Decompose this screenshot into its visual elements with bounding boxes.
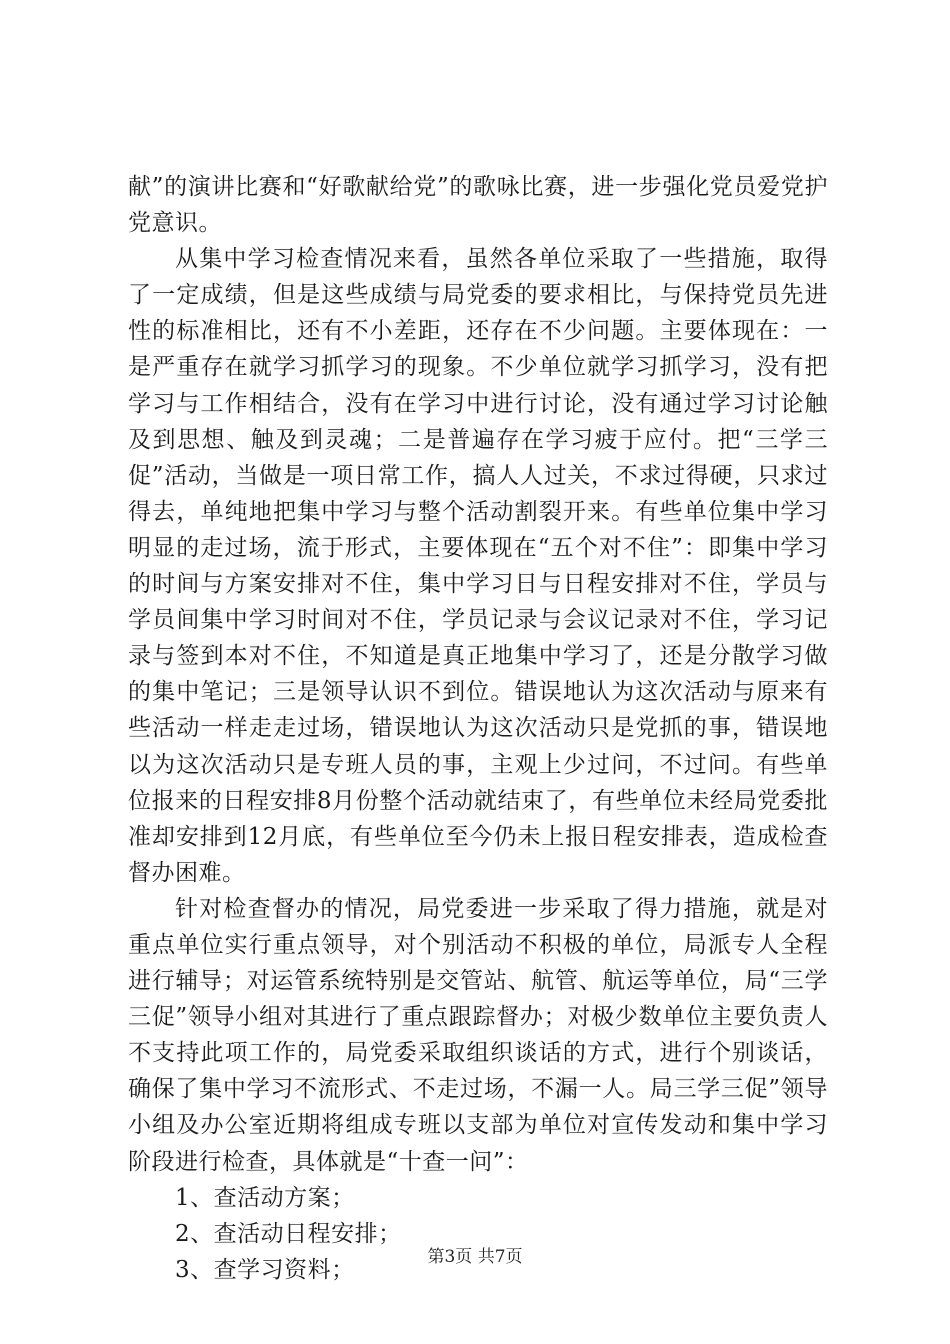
paragraph-continuation: 献”的演讲比赛和“好歌献给党”的歌咏比赛，进一步强化党员爱党护党意识。 xyxy=(128,174,828,237)
page-number-footer: 第3页 共7页 xyxy=(427,1247,523,1267)
list-item: 3、查学习资料； xyxy=(175,1256,355,1283)
paragraph-measures: 针对检查督办的情况，局党委进一步采取了得力措施，就是对重点单位实行重点领导，对个别活动不积极的单位，局派专人全程进行辅导；对运管系统特别是交管站、航管、航运等单位，局“三学三促”领导小组对其进行了重点跟踪督办；对极少数单位主要负责人不支持此项工作的，局党委采取组织谈话的方式，进行个别谈话，确保了集中学习不流形式、不走过场，不漏一人。局三学三促”领导小组及办公室近期将组成专班以支部为单位对宣传发动和集中学习阶段进行检查，具体就是“十查一问”： xyxy=(128,895,828,1175)
paragraph-inspection-findings: 从集中学习检查情况来看，虽然各单位采取了一些措施，取得了一定成绩，但是这些成绩与局党委的要求相比，与保持党员先进性的标准相比，还有不小差距，还存在不少问题。主要体现在：一是严重存在就学习抓学习的现象。不少单位就学习抓学习，没有把学习与工作相结合，没有在学习中进行讨论，没有通过学习讨论触及到思想、触及到灵魂；二是普遍存在学习疲于应付。把“三学三促”活动，当做是一项日常工作，搞人人过关，不求过得硬，只求过得去，单纯地把集中学习与整个活动割裂开来。有些单位集中学习明显的走过场，流于形式，主要体现在“五个对不住”：即集中学习的时间与方案安排对不住，集中学习日与日程安排对不住，学员与学员间集中学习时间对不住，学员记录与会议记录对不住，学习记录与签到本对不住，不知道是真正地集中学习了，还是分散学习做的集中笔记；三是领导认识不到位。错误地认为这次活动与原来有些活动一样走走过场，错误地认为这次活动只是党抓的事，错误地以为这次活动只是专班人员的事，主观上少过问，不过问。有些单位报来的日程安排8月份整个活动就结束了，有些单位未经局党委批准却安排到12月底，有些单位至今仍未上报日程安排表，造成检查督办困难。 xyxy=(128,246,828,886)
list-item: 2、查活动日程安排； xyxy=(175,1220,402,1247)
document-body xyxy=(128,169,828,1288)
list-item: 1、查活动方案； xyxy=(175,1184,355,1211)
